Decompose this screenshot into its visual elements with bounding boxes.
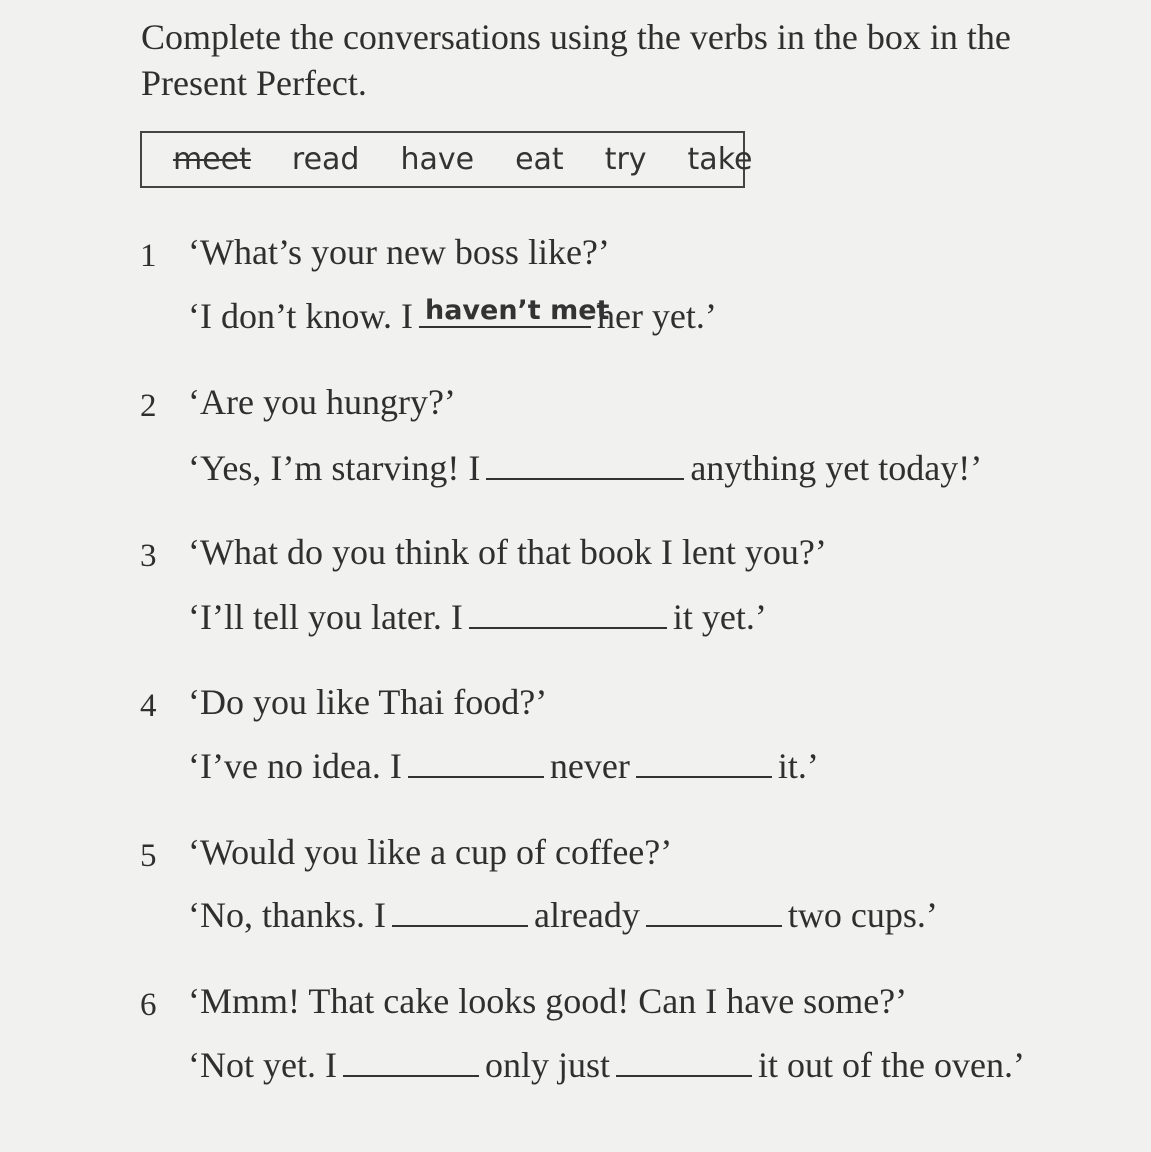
answer-blank-1[interactable] xyxy=(392,895,528,927)
item-number: 6 xyxy=(140,987,157,1023)
answer-before: ‘Yes, I’m starving! I xyxy=(188,448,481,488)
answer-middle: never xyxy=(549,746,630,786)
answer-middle: already xyxy=(533,895,640,935)
verb-try: try xyxy=(604,142,647,177)
answer-blank-1[interactable] xyxy=(343,1045,479,1077)
verb-have: have xyxy=(400,142,475,177)
answer-after: it.’ xyxy=(777,746,819,786)
item-question: ‘Are you hungry?’ xyxy=(188,382,456,422)
answer-blank[interactable] xyxy=(486,448,684,480)
item-answer xyxy=(188,448,982,488)
answer-before: ‘Not yet. I xyxy=(188,1045,337,1085)
answer-blank-2[interactable] xyxy=(646,895,782,927)
answer-after: it yet.’ xyxy=(672,597,767,637)
answer-after: anything yet today!’ xyxy=(690,448,983,488)
item-question: ‘Do you like Thai food?’ xyxy=(188,682,548,722)
answer-blank-2[interactable] xyxy=(636,746,772,778)
answer-before: ‘No, thanks. I xyxy=(188,895,386,935)
answer-blank[interactable] xyxy=(469,597,667,629)
filled-answer: haven’t met xyxy=(424,295,610,326)
verb-take: take xyxy=(687,142,753,177)
item-question: ‘What do you think of that book I lent you?’ xyxy=(188,532,827,572)
item-answer xyxy=(188,746,819,786)
item-answer xyxy=(188,296,717,336)
answer-middle: only just xyxy=(484,1045,610,1085)
item-number: 2 xyxy=(140,388,157,424)
item-number: 1 xyxy=(140,238,157,274)
answer-blank-2[interactable] xyxy=(616,1045,752,1077)
verb-eat: eat xyxy=(515,142,564,177)
answer-blank-1[interactable] xyxy=(408,746,544,778)
instructions: Complete the conversations using the verbs in the box in the Present Perfect. xyxy=(141,17,1011,103)
item-number: 3 xyxy=(140,538,157,574)
answer-blank-filled[interactable] xyxy=(419,295,610,328)
item-number: 4 xyxy=(140,688,157,724)
answer-after: her yet.’ xyxy=(596,296,717,336)
item-question: ‘Mmm! That cake looks good! Can I have some?’ xyxy=(188,981,908,1021)
answer-before: ‘I’ve no idea. I xyxy=(188,746,402,786)
answer-before: ‘I’ll tell you later. I xyxy=(188,597,463,637)
answer-after: two cups.’ xyxy=(787,895,938,935)
item-answer xyxy=(188,597,767,637)
item-answer xyxy=(188,1045,1025,1085)
item-answer xyxy=(188,895,938,935)
answer-after: it out of the oven.’ xyxy=(757,1045,1025,1085)
item-question: ‘What’s your new boss like?’ xyxy=(188,232,610,272)
verb-box xyxy=(140,131,753,188)
verb-read: read xyxy=(291,142,360,177)
answer-before: ‘I don’t know. I xyxy=(188,296,413,336)
verb-meet: meet xyxy=(173,142,251,177)
item-number: 5 xyxy=(140,838,157,874)
item-question: ‘Would you like a cup of coffee?’ xyxy=(188,832,673,872)
